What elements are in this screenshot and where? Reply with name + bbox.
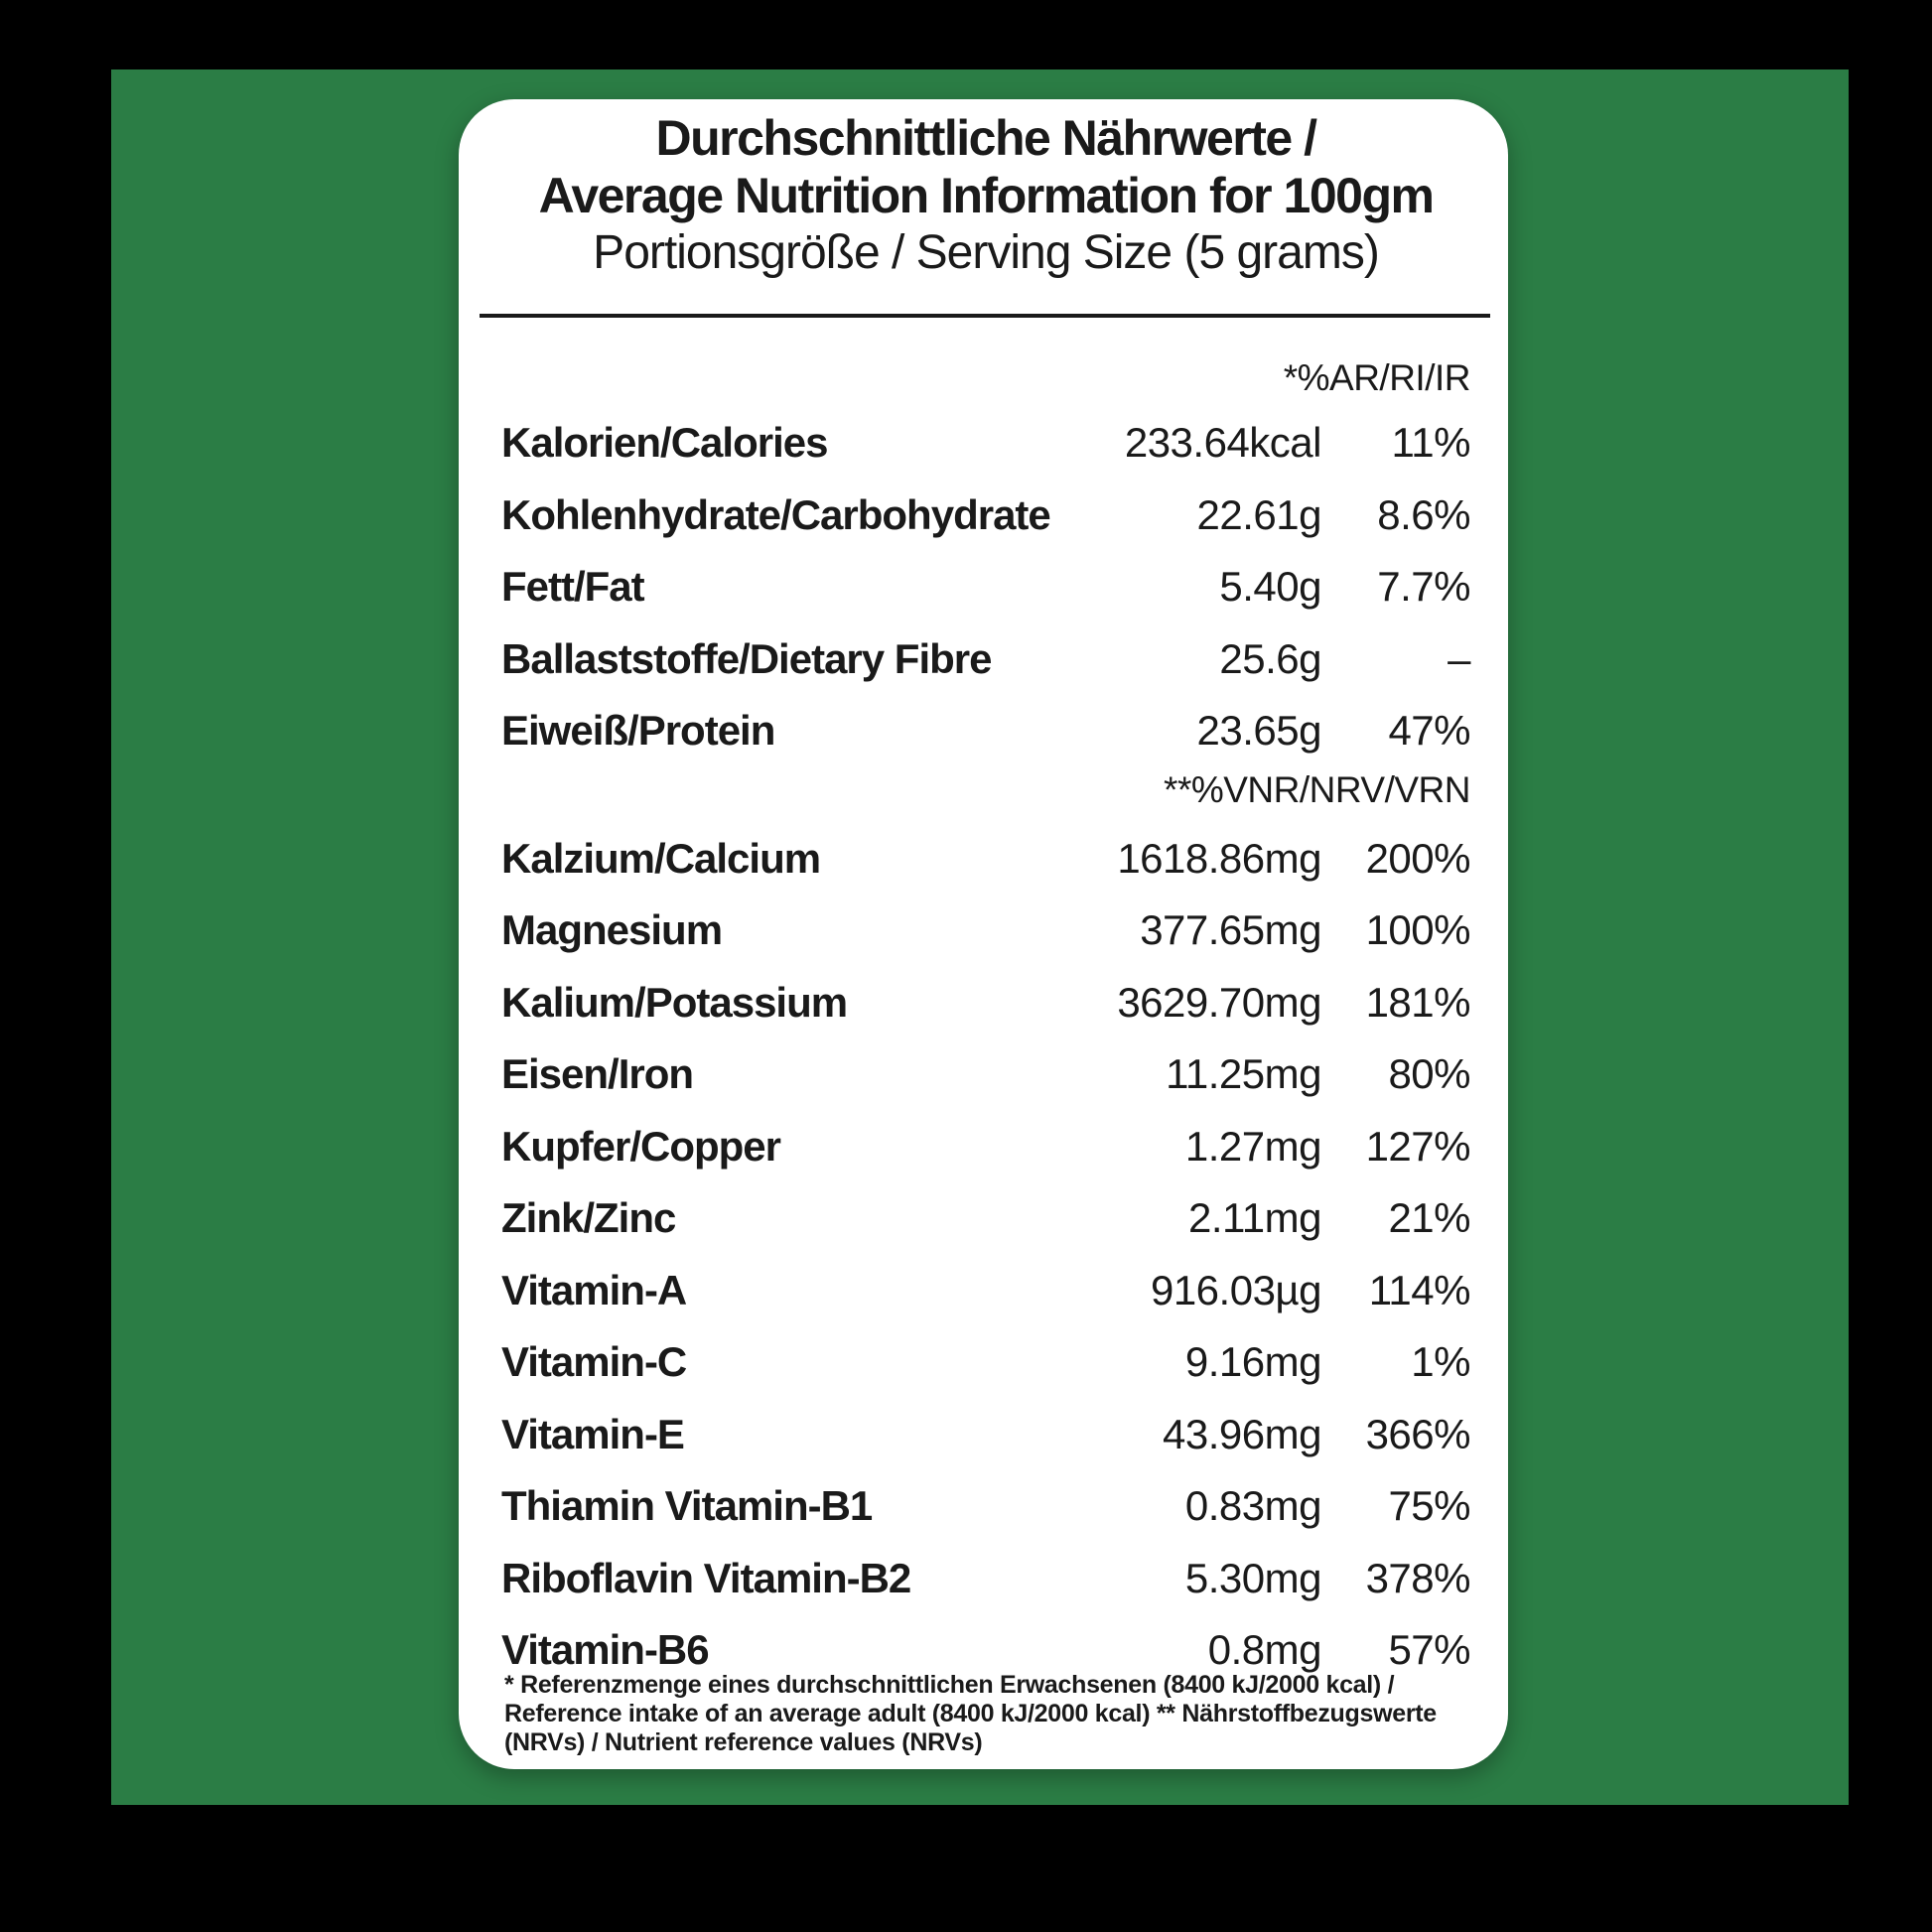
nutrient-amount: 0.8mg [1207, 1626, 1321, 1674]
table-row [501, 1326, 1470, 1399]
nutrient-name: Riboflavin Vitamin-B2 [501, 1554, 911, 1601]
nutrient-percent: 366% [1365, 1410, 1470, 1457]
nutrient-amount: 11.25mg [1166, 1050, 1321, 1098]
title-line-german: Durchschnittliche Nährwerte / [655, 110, 1316, 166]
nutrient-percent: 200% [1365, 834, 1470, 882]
nutrient-name: Vitamin-C [501, 1338, 687, 1386]
nutrient-name: Kalzium/Calcium [501, 834, 821, 882]
nutrient-amount: 233.64kcal [1124, 419, 1321, 467]
nutrient-percent: 114% [1368, 1266, 1470, 1313]
serving-size-line: Portionsgröße / Serving Size (5 grams) [593, 226, 1379, 279]
nutrient-amount: 22.61g [1196, 490, 1321, 538]
macronutrients-table [501, 407, 1470, 767]
nutrient-name: Ballaststoffe/Dietary Fibre [501, 634, 992, 682]
title-line-english: Average Nutrition Information for 100gm [538, 168, 1434, 223]
table-row [501, 1543, 1470, 1615]
table-row [501, 407, 1470, 480]
nutrient-name: Kalorien/Calories [501, 419, 828, 467]
nutrient-amount: 916.03µg [1150, 1266, 1321, 1313]
column-note-ar-ri-ir: *%AR/RI/IR [1283, 357, 1470, 398]
nutrient-name: Zink/Zinc [501, 1194, 676, 1242]
table-row [501, 480, 1470, 552]
table-row [501, 1111, 1470, 1183]
nutrient-percent: 75% [1388, 1482, 1470, 1530]
nutrient-percent: 21% [1388, 1194, 1470, 1242]
nutrient-amount: 3629.70mg [1117, 978, 1321, 1026]
nutrient-percent: 181% [1365, 978, 1470, 1026]
table-row [501, 823, 1470, 896]
nutrient-percent: 80% [1388, 1050, 1470, 1098]
table-row [501, 895, 1470, 967]
nutrient-name: Eisen/Iron [501, 1050, 694, 1098]
nutrient-amount: 1.27mg [1184, 1122, 1321, 1170]
nutrient-name: Kalium/Potassium [501, 978, 848, 1026]
nutrient-amount: 25.6g [1219, 634, 1321, 682]
nutrient-percent: 57% [1388, 1626, 1470, 1674]
nutrient-percent: 1% [1411, 1338, 1470, 1386]
nutrient-name: Vitamin-B6 [501, 1626, 709, 1674]
table-row [501, 1255, 1470, 1327]
nutrient-name: Vitamin-E [501, 1410, 684, 1457]
nutrient-name: Fett/Fat [501, 563, 644, 611]
nutrient-amount: 1618.86mg [1117, 834, 1321, 882]
table-row [501, 1399, 1470, 1471]
nutrient-percent: 100% [1365, 906, 1470, 954]
nutrient-amount: 2.11mg [1188, 1194, 1321, 1242]
column-note-nrv: **%VNR/NRV/VRN [1164, 768, 1470, 810]
nutrient-percent: 8.6% [1377, 490, 1470, 538]
nutrient-percent: 127% [1365, 1122, 1470, 1170]
divider-rule [480, 314, 1490, 318]
table-row [501, 1038, 1470, 1111]
nutrient-amount: 43.96mg [1163, 1410, 1321, 1457]
nutrient-amount: 9.16mg [1184, 1338, 1321, 1386]
table-row [501, 623, 1470, 696]
table-row [501, 695, 1470, 767]
label-title-block [501, 109, 1470, 282]
nutrition-label-card [459, 99, 1508, 1769]
nutrient-percent: 11% [1391, 419, 1470, 467]
table-row [501, 967, 1470, 1039]
nutrient-amount: 377.65mg [1140, 906, 1321, 954]
nutrient-name: Kupfer/Copper [501, 1122, 780, 1170]
table-row [501, 1182, 1470, 1255]
nutrient-percent: – [1448, 634, 1470, 682]
nutrient-name: Magnesium [501, 906, 723, 954]
reference-footnote: * Referenzmenge eines durchschnittlichen Erwachsenen (8400 kJ/2000 kcal) / Reference intake of an average adult (8400 kJ/2000 kcal) ** Nährstoffbezugswerte (NRVs) / Nutrient reference values (NRVs) [504, 1671, 1437, 1756]
nutrient-percent: 7.7% [1377, 563, 1470, 611]
nutrient-name: Thiamin Vitamin-B1 [501, 1482, 873, 1530]
nutrient-amount: 0.83mg [1184, 1482, 1321, 1530]
micronutrients-table [501, 823, 1470, 1687]
nutrient-percent: 378% [1365, 1554, 1470, 1601]
nutrient-percent: 47% [1388, 707, 1470, 755]
nutrient-name: Eiweiß/Protein [501, 707, 775, 755]
table-row [501, 551, 1470, 623]
nutrient-name: Vitamin-A [501, 1266, 687, 1313]
nutrient-amount: 5.30mg [1184, 1554, 1321, 1601]
nutrient-amount: 23.65g [1196, 707, 1321, 755]
nutrient-name: Kohlenhydrate/Carbohydrate [501, 490, 1050, 538]
nutrient-amount: 5.40g [1219, 563, 1321, 611]
table-row [501, 1470, 1470, 1543]
